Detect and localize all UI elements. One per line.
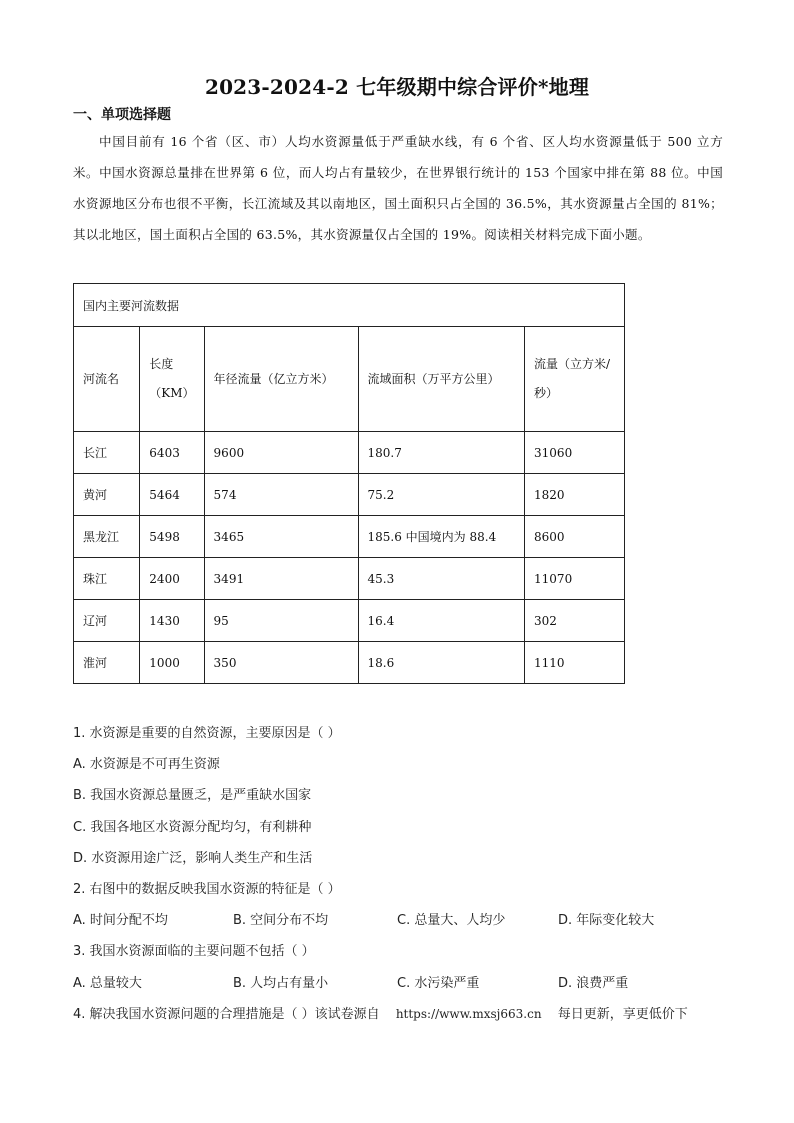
cell-length: 2400 (140, 558, 204, 600)
document-title: 2023-2024-2 七年级期中综合评价*地理 (204, 75, 590, 99)
cell-annual-runoff: 574 (204, 474, 358, 516)
table-caption: 国内主要河流数据 (74, 284, 625, 327)
cell-discharge: 1820 (525, 474, 625, 516)
table-row (74, 558, 625, 600)
cell-basin-area: 16.4 (358, 600, 525, 642)
cell-river-name: 长江 (74, 432, 140, 474)
cell-basin-area: 75.2 (358, 474, 525, 516)
cell-basin-area: 185.6 中国境内为 88.4 (358, 516, 525, 558)
question-2-option-a: A. 时间分配不均 (73, 913, 168, 928)
cell-length: 1000 (140, 642, 204, 684)
cell-basin-area: 180.7 (358, 432, 525, 474)
cell-river-name: 辽河 (74, 600, 140, 642)
question-3-stem: 3. 我国水资源面临的主要问题不包括（ ） (73, 944, 315, 959)
question-1-option-a: A. 水资源是不可再生资源 (73, 757, 220, 772)
cell-annual-runoff: 350 (204, 642, 358, 684)
river-data-table (73, 283, 625, 684)
table-header-row (74, 327, 625, 432)
question-1-option-c: C. 我国各地区水资源分配均匀，有利耕种 (73, 820, 312, 835)
question-3-option-a: A. 总量较大 (73, 976, 142, 991)
source-link[interactable]: https://www.mxsj663.cn (395, 1007, 542, 1021)
table-row (74, 474, 625, 516)
question-3-option-b: B. 人均占有量小 (233, 976, 329, 991)
cell-length: 5498 (140, 516, 204, 558)
header-length: 长度（KM） (140, 327, 204, 432)
cell-annual-runoff: 9600 (204, 432, 358, 474)
question-2-option-d: D. 年际变化较大 (558, 913, 655, 928)
cell-basin-area: 45.3 (358, 558, 525, 600)
question-3-option-d: D. 浪费严重 (558, 976, 629, 991)
cell-basin-area: 18.6 (358, 642, 525, 684)
table-row (74, 642, 625, 684)
header-river-name: 河流名 (74, 327, 140, 432)
table-row (74, 432, 625, 474)
table-caption-row (74, 284, 625, 327)
question-4-tail: 每日更新，享更低价下 (557, 1007, 688, 1022)
cell-length: 5464 (140, 474, 204, 516)
cell-discharge: 8600 (525, 516, 625, 558)
question-1-option-d: D. 水资源用途广泛，影响人类生产和生活 (73, 851, 313, 866)
question-1-stem: 1. 水资源是重要的自然资源，主要原因是（ ） (73, 726, 341, 741)
cell-annual-runoff: 95 (204, 600, 358, 642)
section-heading: 一、单项选择题 (73, 107, 171, 123)
cell-river-name: 淮河 (74, 642, 140, 684)
table-row (74, 516, 625, 558)
question-2-option-c: C. 总量大、人均少 (397, 913, 506, 928)
cell-river-name: 珠江 (74, 558, 140, 600)
cell-annual-runoff: 3491 (204, 558, 358, 600)
cell-length: 1430 (140, 600, 204, 642)
header-annual-runoff: 年径流量（亿立方米） (204, 327, 358, 432)
header-basin-area: 流域面积（万平方公里） (358, 327, 525, 432)
question-2-option-b: B. 空间分布不均 (233, 913, 329, 928)
cell-annual-runoff: 3465 (204, 516, 358, 558)
reading-material: 中国目前有 16 个省（区、市）人均水资源量低于严重缺水线，有 6 个省、区人均水资源量低于 500 立方米。中国水资源总量排在世界第 6 位，而人均占有量较少，在世界银行统计的 153 个国家中排在第 88 位。中国水资源地区分布也很不平衡，长江流域及其以南地区，国土面积只占全国的 36.5%，其水资源量占全国的 81%；其以北地区，国土面积占全国的 63.5%，其水资源量仅占全国的 19%。阅读相关材料完成下面小题。 (73, 134, 723, 242)
cell-discharge: 11070 (525, 558, 625, 600)
cell-discharge: 31060 (525, 432, 625, 474)
header-discharge: 流量（立方米/秒） (525, 327, 625, 432)
question-4-line (73, 1003, 733, 1022)
question-3-option-c: C. 水污染严重 (397, 976, 480, 991)
table-row (74, 600, 625, 642)
cell-discharge: 1110 (525, 642, 625, 684)
question-4-stem: 4. 解决我国水资源问题的合理措施是（ ）该试卷源自 (73, 1007, 380, 1022)
cell-river-name: 黄河 (74, 474, 140, 516)
cell-discharge: 302 (525, 600, 625, 642)
cell-river-name: 黑龙江 (74, 516, 140, 558)
question-2-stem: 2. 右图中的数据反映我国水资源的特征是（ ） (73, 882, 341, 897)
cell-length: 6403 (140, 432, 204, 474)
question-1-option-b: B. 我国水资源总量匮乏，是严重缺水国家 (73, 788, 312, 803)
